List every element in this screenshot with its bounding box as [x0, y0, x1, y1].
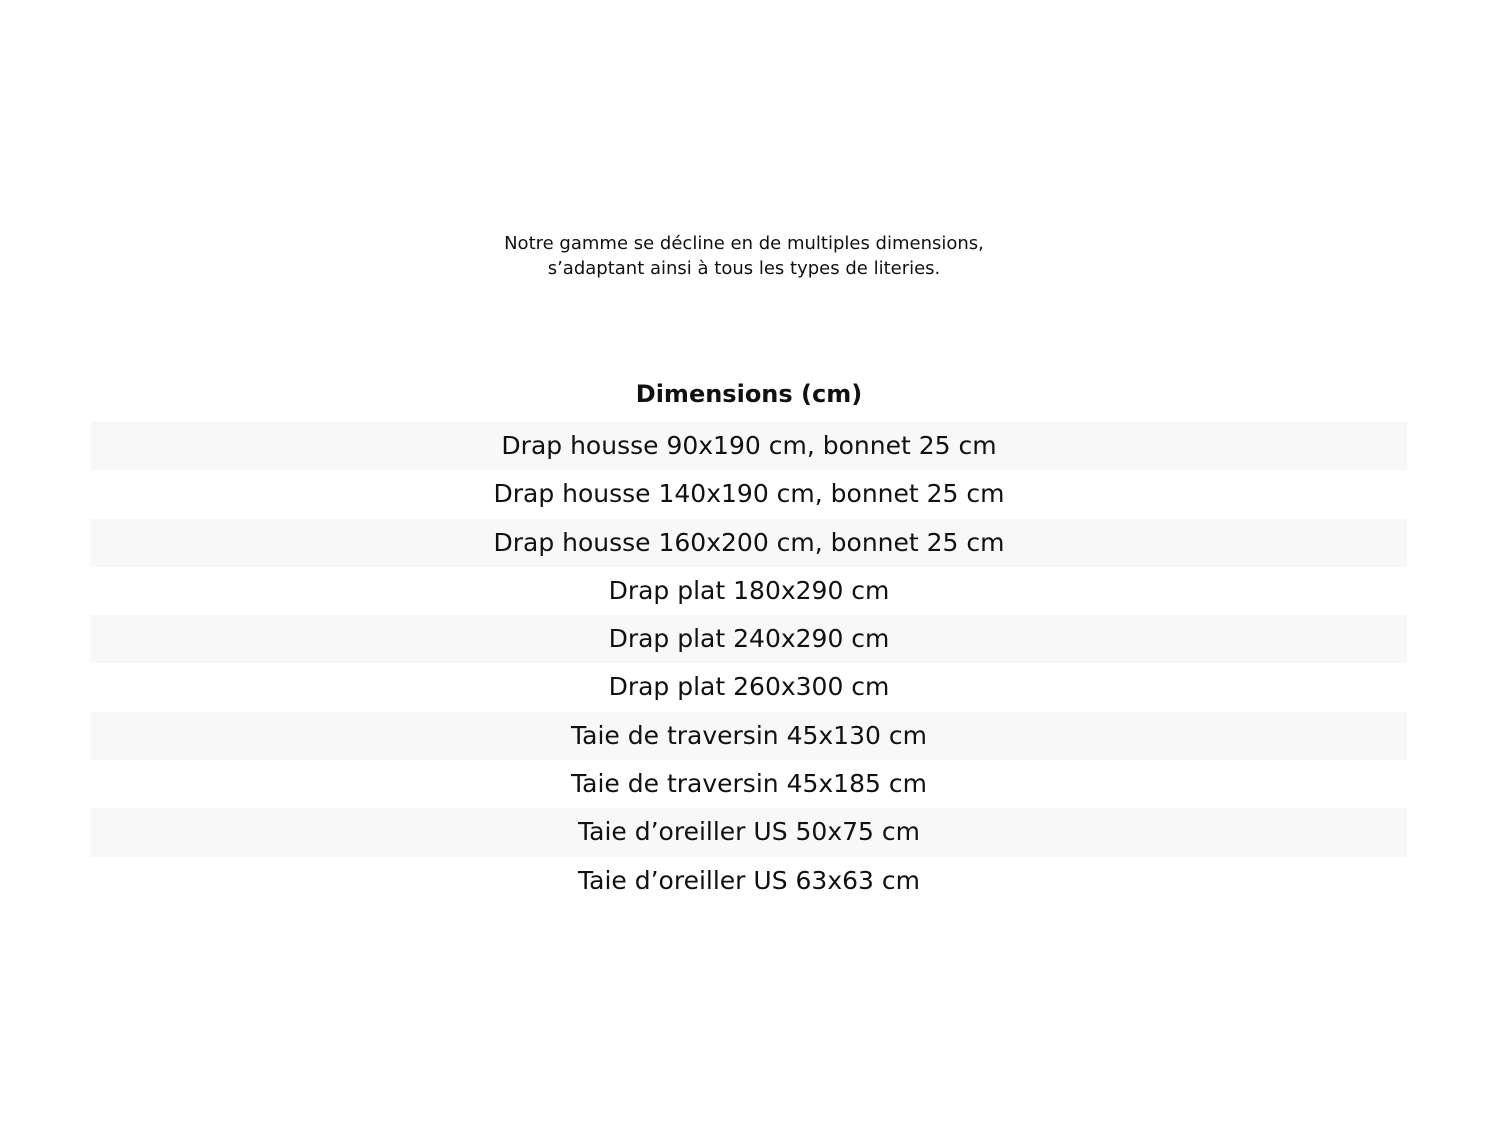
table-header: Dimensions (cm) — [635, 380, 863, 408]
dimensions-table — [91, 372, 1407, 905]
table-row: Drap housse 90x190 cm, bonnet 25 cm — [91, 422, 1407, 470]
table-row: Drap plat 260x300 cm — [608, 672, 890, 702]
table-row: Taie de traversin 45x130 cm — [91, 712, 1407, 760]
table-row: Taie d’oreiller US 63x63 cm — [578, 865, 920, 895]
table-row: Taie de traversin 45x185 cm — [571, 769, 927, 799]
table-row: Taie d’oreiller US 50x75 cm — [91, 808, 1407, 856]
intro-text — [0, 231, 1488, 281]
table-row: Drap housse 140x190 cm, bonnet 25 cm — [493, 479, 1005, 509]
table-row: Drap plat 240x290 cm — [91, 615, 1407, 663]
intro-line-2: s’adaptant ainsi à tous les types de literies. — [547, 258, 941, 279]
table-row: Drap plat 180x290 cm — [608, 575, 890, 605]
intro-line-1: Notre gamme se décline en de multiples dimensions, — [504, 233, 984, 254]
table-row: Drap housse 160x200 cm, bonnet 25 cm — [91, 519, 1407, 567]
